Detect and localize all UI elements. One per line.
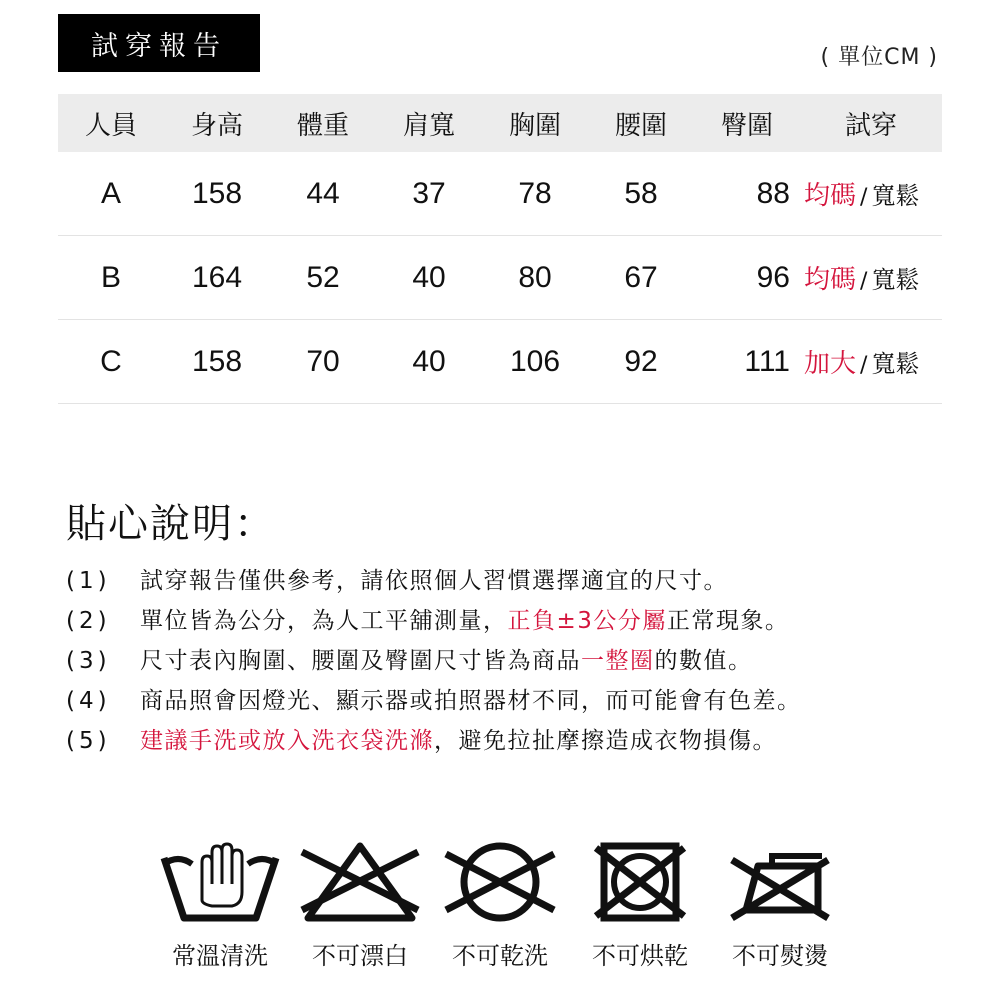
note-highlight: 一整圈 [581,648,655,674]
cell-waist: 58 [624,176,658,210]
report-title: 試穿報告 [58,14,260,72]
cell-hip: 111 [744,344,790,378]
cell-weight: 52 [306,260,340,294]
fit-separator: / [860,269,868,294]
cell-shoulder: 37 [412,176,446,210]
note-item [66,601,956,641]
cell-height: 158 [191,176,243,210]
cell-person: C [100,344,122,378]
care-item-no-bleach [290,840,430,971]
note-text: 正常現象。 [666,608,790,634]
do-not-dry-clean-icon [438,840,562,924]
care-label: 常溫清洗 [172,942,268,970]
cell-chest: 78 [518,176,552,210]
fit-feel: 寬鬆 [871,350,920,378]
fit-separator: / [860,353,868,378]
cell-waist: 92 [624,344,658,378]
note-text: ，避免拉扯摩擦造成衣物損傷。 [434,728,777,754]
notes-title: 貼心說明： [66,501,276,547]
do-not-bleach-icon [298,840,422,924]
cell-fit [800,259,942,296]
cell-height: 164 [191,260,243,294]
cell-weight: 70 [306,344,340,378]
cell-fit [800,343,942,380]
hand-wash-icon [158,840,282,924]
cell-person: B [100,260,121,294]
note-number: (3) [66,648,111,674]
care-label: 不可熨燙 [732,942,828,970]
note-text: 尺寸表內胸圍、腰圍及臀圍尺寸皆為商品 [140,648,581,674]
do-not-iron-icon [718,840,842,924]
cell-shoulder: 40 [412,260,446,294]
note-text: 的數值。 [654,648,753,674]
care-label: 不可乾洗 [452,942,548,970]
care-item-hand-wash [150,840,290,971]
fit-feel: 寬鬆 [871,182,920,210]
cell-hip: 88 [756,176,790,210]
note-number: (5) [66,728,111,754]
cell-chest: 106 [509,344,561,378]
note-item [66,641,956,681]
column-header-chest: 胸圍 [508,110,561,141]
fit-separator: / [860,185,868,210]
note-highlight: 正負±3公分屬 [507,608,667,634]
do-not-tumble-dry-icon [578,840,702,924]
column-header-shoulder: 肩寬 [402,110,455,141]
table-row [58,236,942,320]
care-label: 不可漂白 [312,942,408,970]
care-item-no-iron [710,840,850,971]
unit-note: ( 單位CM ) [820,45,938,70]
table-header [58,94,942,152]
column-header-height: 身高 [190,110,243,141]
care-label: 不可烘乾 [592,942,688,970]
cell-chest: 80 [518,260,552,294]
note-highlight: 建議手洗或放入洗衣袋洗滌 [140,728,434,754]
care-item-no-dry-clean [430,840,570,971]
fit-size: 均碼 [804,265,857,295]
notes-list [66,561,956,761]
note-item [66,561,956,601]
care-instructions [150,840,850,980]
column-header-weight: 體重 [296,110,349,141]
cell-fit [800,175,942,212]
table-row [58,152,942,236]
fit-size: 加大 [804,349,857,379]
cell-weight: 44 [306,176,340,210]
size-table [58,94,942,404]
cell-height: 158 [191,344,243,378]
cell-hip: 96 [756,260,790,294]
note-text: 單位皆為公分，為人工平舖測量， [140,608,508,634]
cell-shoulder: 40 [412,344,446,378]
note-number: (2) [66,608,111,634]
fit-feel: 寬鬆 [871,266,920,294]
note-number: (4) [66,688,111,714]
column-header-person: 人員 [84,110,137,141]
cell-waist: 67 [624,260,658,294]
cell-person: A [100,176,121,210]
table-row [58,320,942,404]
note-number: (1) [66,568,111,594]
column-header-hip: 臀圍 [720,110,773,141]
column-header-fit: 試穿 [844,110,897,141]
column-header-waist: 腰圍 [614,110,667,141]
care-item-no-tumble-dry [570,840,710,971]
note-item [66,681,956,721]
fit-size: 均碼 [804,181,857,211]
note-text: 商品照會因燈光、顯示器或拍照器材不同，而可能會有色差。 [140,688,802,714]
note-text: 試穿報告僅供參考，請依照個人習慣選擇適宜的尺寸。 [140,568,728,594]
note-item [66,721,956,761]
